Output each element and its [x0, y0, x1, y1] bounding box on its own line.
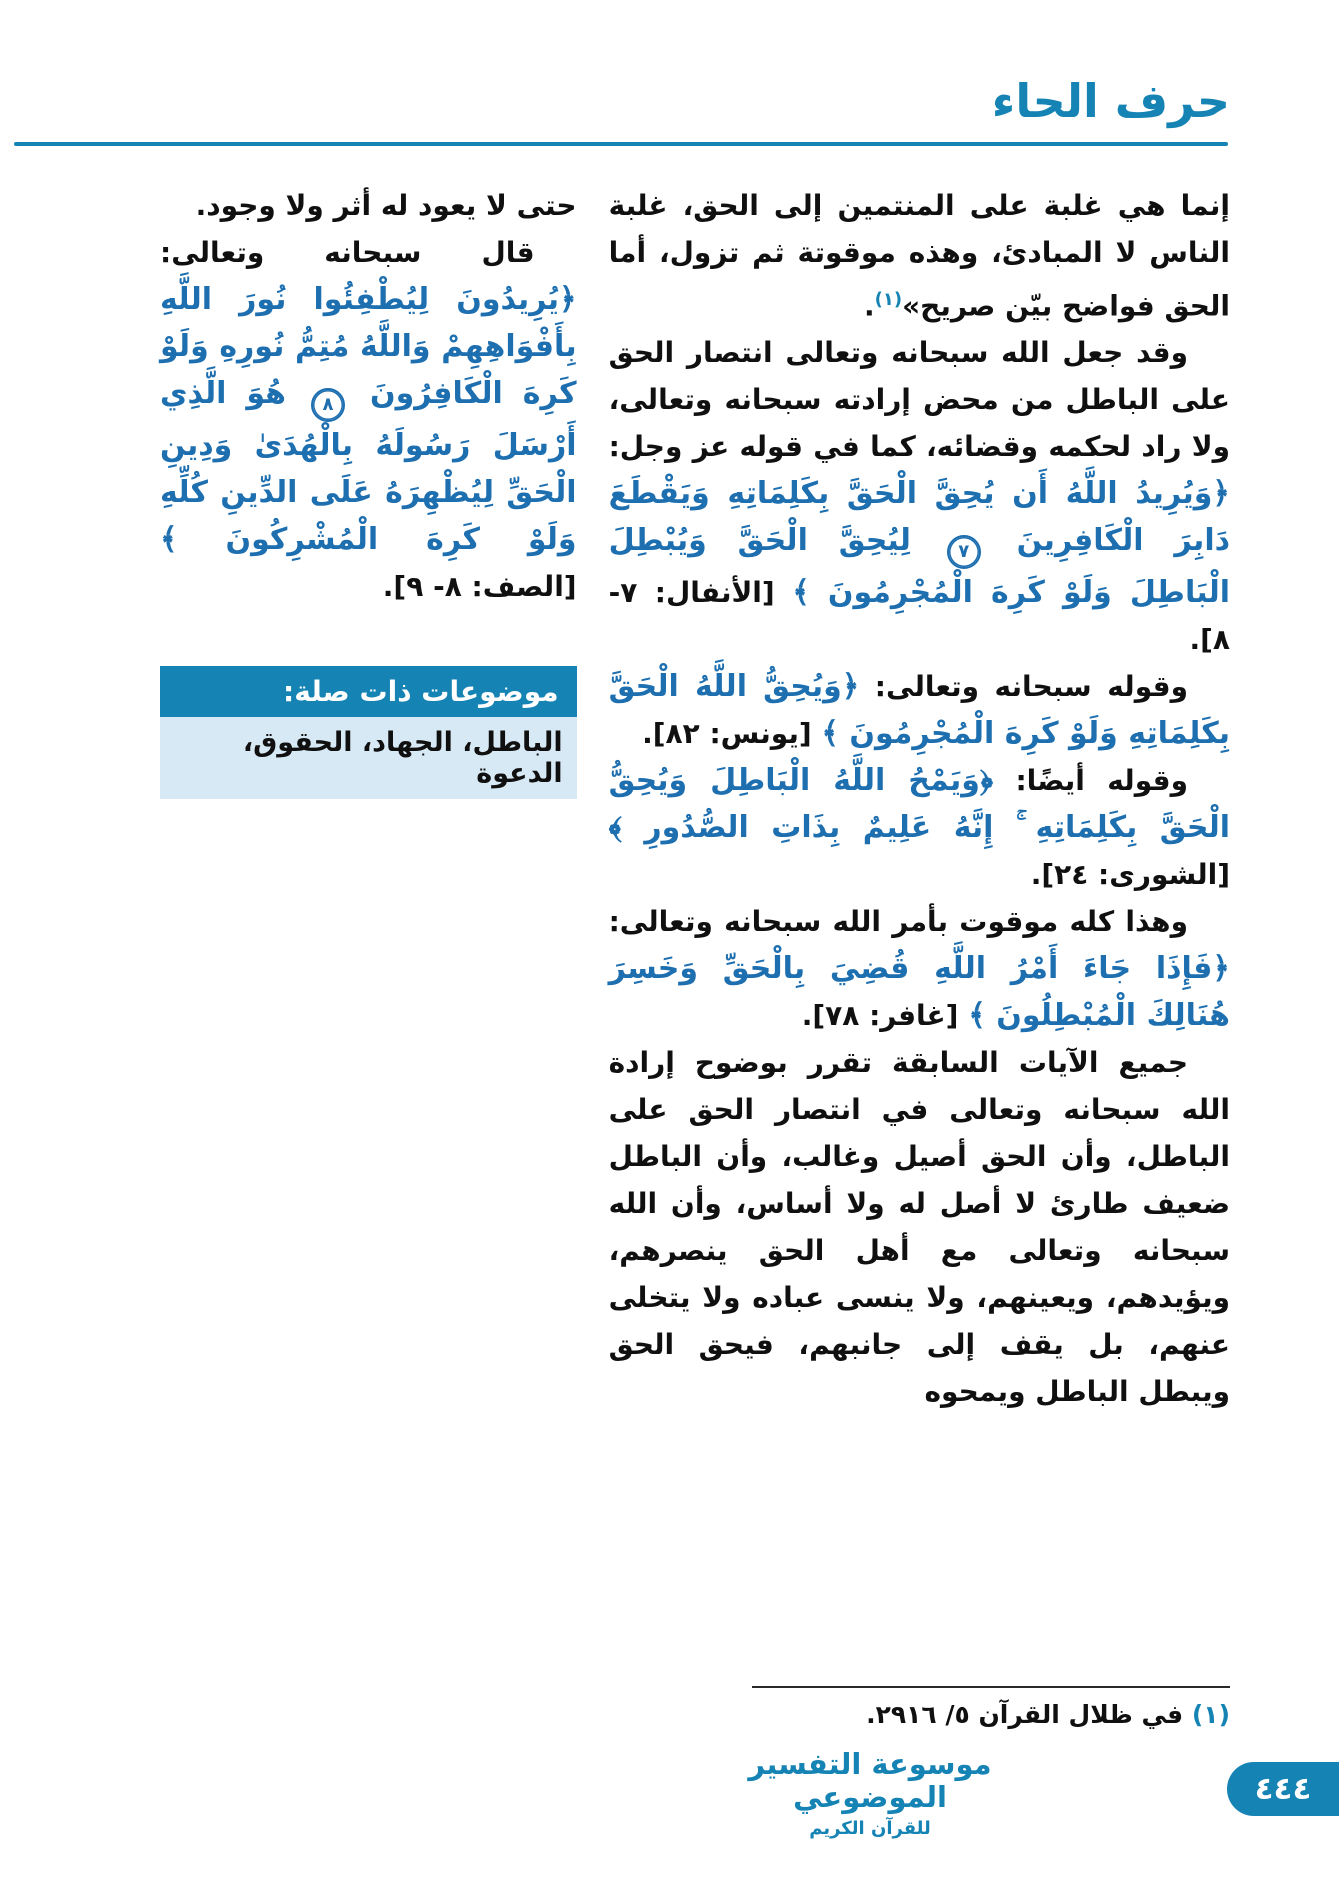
paragraph — [609, 182, 1230, 329]
paragraph — [160, 229, 577, 610]
quran-verse: ﴿وَيُرِيدُ اللَّهُ أَن يُحِقَّ الْحَقَّ بِكَلِمَاتِهِ وَيَقْطَعَ دَابِرَ الْكَافِرِينَ — [608, 476, 1230, 559]
body-text: قال سبحانه وتعالى: — [160, 236, 535, 269]
paragraph — [609, 898, 1230, 1039]
body-text: وقد جعل الله سبحانه وتعالى انتصار الحق على الباطل من محض إرادته سبحانه وتعالى، ولا راد لحكمه وقضائه، كما في قوله عز وجل: — [608, 336, 1230, 464]
paragraph — [609, 1039, 1230, 1415]
page-content — [0, 146, 1339, 1415]
verse-citation: [الصف: ٨- ٩]. — [382, 569, 577, 603]
body-text: وقوله أيضًا: — [993, 763, 1188, 797]
chapter-heading: حرف الحاء — [991, 74, 1230, 128]
body-text: جميع الآيات السابقة تقرر بوضوح إرادة الله سبحانه وتعالى في انتصار الحق على الباطل، وأن الحق أصيل وغالب، وأن الباطل ضعيف طارئ لا أصل له ولا أساس، وأن الله سبحانه وتعالى مع أهل الحق ينصرهم، ويؤيدهم، ويعينهم، ولا ينسى عباده ولا يتخلى عنهم، بل يقف إلى جانبهم، فيحق الحق ويبطل الباطل ويمحوه — [608, 1045, 1230, 1408]
ayah-number-ornament: ٨ — [311, 388, 345, 422]
verse-citation: [الأنفال: ٧- ٨]. — [608, 575, 1230, 656]
paragraph — [609, 757, 1230, 898]
footnote-text: في ظلال القرآن ٥/ ٢٩١٦. — [866, 1700, 1184, 1729]
footnote-ref: (١) — [874, 289, 903, 310]
quran-verse: ﴿فَإِذَا جَاءَ أَمْرُ اللَّهِ قُضِيَ بِالْحَقِّ وَخَسِرَ هُنَالِكَ الْمُبْطِلُونَ ﴾ — [608, 950, 1230, 1033]
footnote-marker: (١) — [1191, 1700, 1230, 1729]
paragraph — [160, 182, 577, 229]
publisher-logo-subtitle: للقرآن الكريم — [809, 1817, 931, 1839]
verse-citation: [يونس: ٨٢]. — [642, 716, 822, 750]
related-topics-items: الباطل، الجهاد، الحقوق، الدعوة — [160, 717, 577, 799]
page-header — [0, 0, 1339, 146]
publisher-logo-title: موسوعة التفسير الموضوعي — [748, 1747, 992, 1815]
quran-verse: ﴿وَيَمْحُ اللَّهُ الْبَاطِلَ وَيُحِقُّ الْحَقَّ بِكَلِمَاتِهِ ۚ إِنَّهُ عَلِيمٌ بِذَاتِ الصُّدُورِ ﴾ — [608, 762, 1230, 845]
body-text: وقوله سبحانه وتعالى: — [859, 669, 1188, 703]
verse-citation: [الشورى: ٢٤]. — [1030, 857, 1230, 891]
body-text: وهذا كله موقوت بأمر الله سبحانه وتعالى: — [608, 904, 1188, 938]
paragraph — [609, 663, 1230, 757]
paragraph — [609, 329, 1230, 663]
publisher-logo — [745, 1748, 995, 1839]
verse-citation: [غافر: ٧٨]. — [801, 998, 969, 1032]
quran-verse: ﴿يُرِيدُونَ لِيُطْفِئُوا نُورَ اللَّهِ بِأَفْوَاهِهِمْ وَاللَّهُ مُتِمُّ نُورِهِ وَلَوْ كَرِهَ الْكَافِرُونَ — [160, 282, 577, 411]
body-text: إنما هي غلبة على المنتمين إلى الحق، غلبة الناس لا المبادئ، وهذه موقوتة ثم تزول، أما الحق فواضح بيّن صريح» — [608, 189, 1230, 323]
quran-verse: ﴿وَيُحِقُّ اللَّهُ الْحَقَّ بِكَلِمَاتِهِ وَلَوْ كَرِهَ الْمُجْرِمُونَ ﴾ — [608, 668, 1230, 751]
column-left — [160, 182, 577, 1415]
column-right — [609, 182, 1230, 1415]
body-text: . — [863, 289, 875, 323]
related-topics-header: موضوعات ذات صلة: — [160, 666, 577, 717]
footnote — [610, 1700, 1230, 1729]
footnote-divider — [752, 1686, 1230, 1688]
page-number-tab: ٤٤٤ — [1227, 1762, 1339, 1816]
body-text: حتى لا يعود له أثر ولا وجود. — [195, 189, 577, 222]
ayah-number-ornament: ٧ — [947, 535, 981, 569]
quran-verse: هُوَ الَّذِي أَرْسَلَ رَسُولَهُ بِالْهُدَىٰ وَدِينِ الْحَقِّ لِيُظْهِرَهُ عَلَى الدِّينِ كُلِّهِ وَلَوْ كَرِهَ الْمُشْرِكُونَ ﴾ — [160, 376, 577, 557]
related-topics-box — [160, 666, 577, 799]
quran-verse: لِيُحِقَّ الْحَقَّ وَيُبْطِلَ الْبَاطِلَ وَلَوْ كَرِهَ الْمُجْرِمُونَ ﴾ — [608, 523, 1231, 610]
footnote-area — [610, 1686, 1230, 1729]
